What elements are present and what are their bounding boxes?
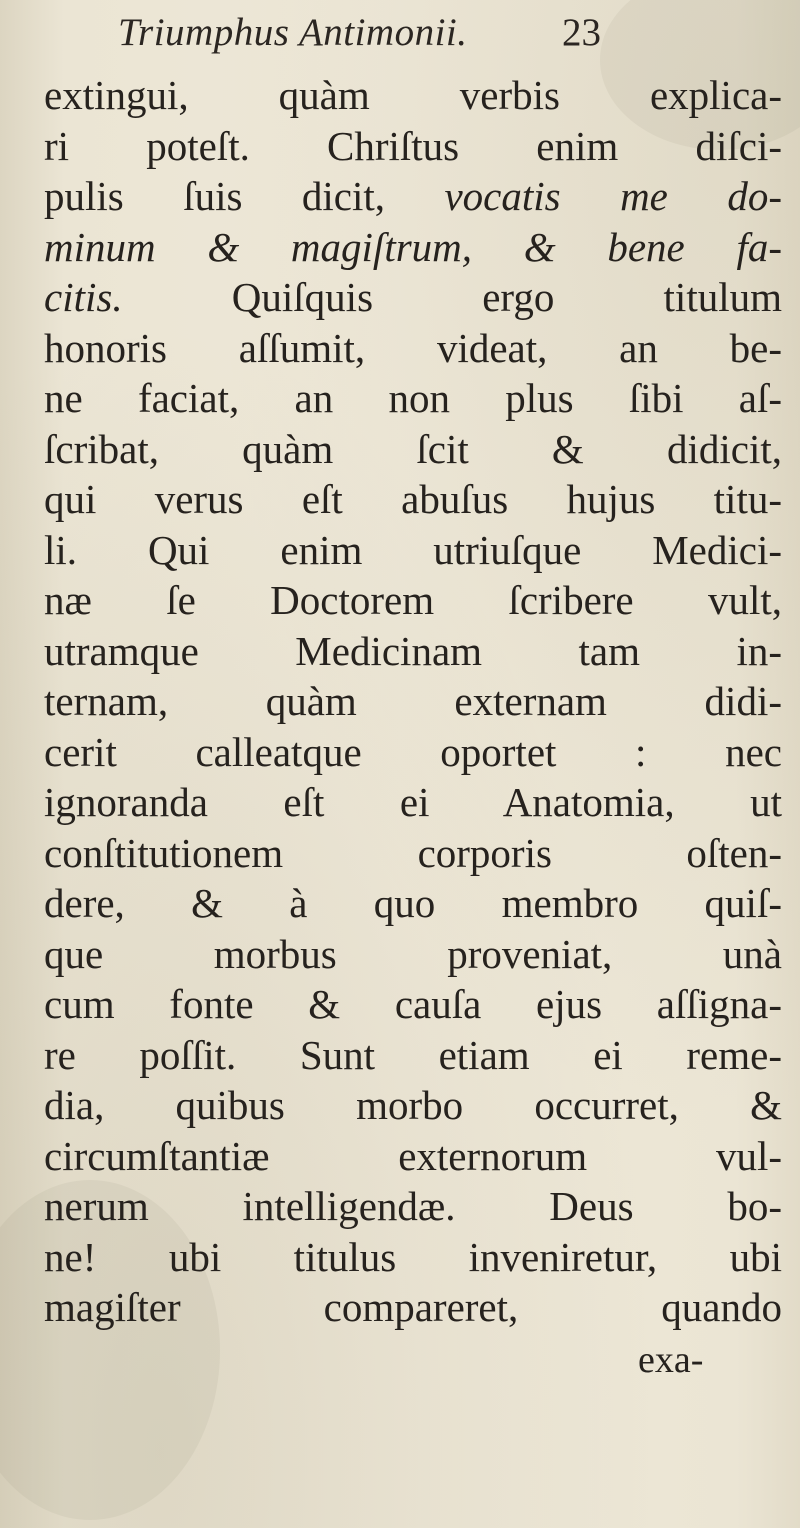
text-run: Quiſquis ergo titulum <box>122 274 782 320</box>
text-run: cerit calleatque oportet : nec <box>44 728 782 775</box>
italic-text: minum & magiſtrum, & bene fa- <box>44 223 782 270</box>
text-run: magiſter compareret, quando <box>44 1284 782 1330</box>
text-line <box>44 979 782 1030</box>
text-run: dere, & à quo membro quiſ- <box>44 880 782 926</box>
text-run: ne faciat, an non plus ſibi aſ- <box>44 375 782 421</box>
text-run: dia, quibus morbo occurret, & <box>44 1082 782 1128</box>
text-run: conſtitutionem corporis oſten- <box>44 829 782 876</box>
text-run: pulis ſuis dicit, <box>44 173 445 219</box>
text-line <box>44 171 782 222</box>
text-run: honoris aſſumit, videat, an be- <box>44 324 782 371</box>
text-line <box>44 626 782 677</box>
text-line <box>44 1282 782 1333</box>
text-line <box>44 929 782 980</box>
italic-text: citis. <box>44 274 123 320</box>
body-text <box>44 70 794 1333</box>
text-run: qui verus eſt abuſus hujus titu- <box>44 476 782 522</box>
text-run: næ ſe Doctorem ſcribere vult, <box>44 577 782 623</box>
text-line <box>44 575 782 626</box>
text-line <box>44 525 782 576</box>
text-line <box>44 777 782 828</box>
text-run: re poſſit. Sunt etiam ei reme- <box>44 1031 782 1078</box>
text-line <box>44 1181 782 1232</box>
text-line <box>44 70 782 121</box>
text-run: ne! ubi titulus inveniretur, ubi <box>44 1233 782 1280</box>
text-line <box>44 272 782 323</box>
text-run: ignoranda eſt ei Anatomia, ut <box>44 779 782 825</box>
text-run: que morbus proveniat, unà <box>44 930 782 977</box>
text-run: ri poteſt. Chriſtus enim diſci- <box>44 122 782 169</box>
text-run: ſcribat, quàm ſcit & didicit, <box>44 425 782 472</box>
italic-text: vocatis me do- <box>444 173 782 219</box>
text-run: utramque Medicinam tam in- <box>44 627 782 674</box>
text-run: circumſtantiæ externorum vul- <box>44 1132 782 1179</box>
text-run: extingui, quàm verbis explica- <box>44 72 782 118</box>
text-run: cum fonte & cauſa ejus aſſigna- <box>44 981 782 1027</box>
text-line <box>44 373 782 424</box>
text-run: nerum intelligendæ. Deus bo- <box>44 1183 782 1229</box>
running-title: Triumphus Antimonii. <box>118 11 468 54</box>
text-line <box>44 828 782 879</box>
page-number: 23 <box>562 11 601 54</box>
text-line <box>44 676 782 727</box>
text-run: ternam, quàm externam didi- <box>44 678 782 724</box>
text-line <box>44 727 782 778</box>
text-line <box>44 424 782 475</box>
text-line <box>44 222 782 273</box>
text-line <box>44 121 782 172</box>
text-line <box>44 1131 782 1182</box>
text-line <box>44 1080 782 1131</box>
page-header <box>0 10 800 66</box>
catchword: exa- <box>638 1339 704 1381</box>
text-run: li. Qui enim utriuſque Medici- <box>44 526 782 573</box>
text-line <box>44 1232 782 1283</box>
text-line <box>44 323 782 374</box>
text-line <box>44 1030 782 1081</box>
text-line <box>44 878 782 929</box>
text-line <box>44 474 782 525</box>
